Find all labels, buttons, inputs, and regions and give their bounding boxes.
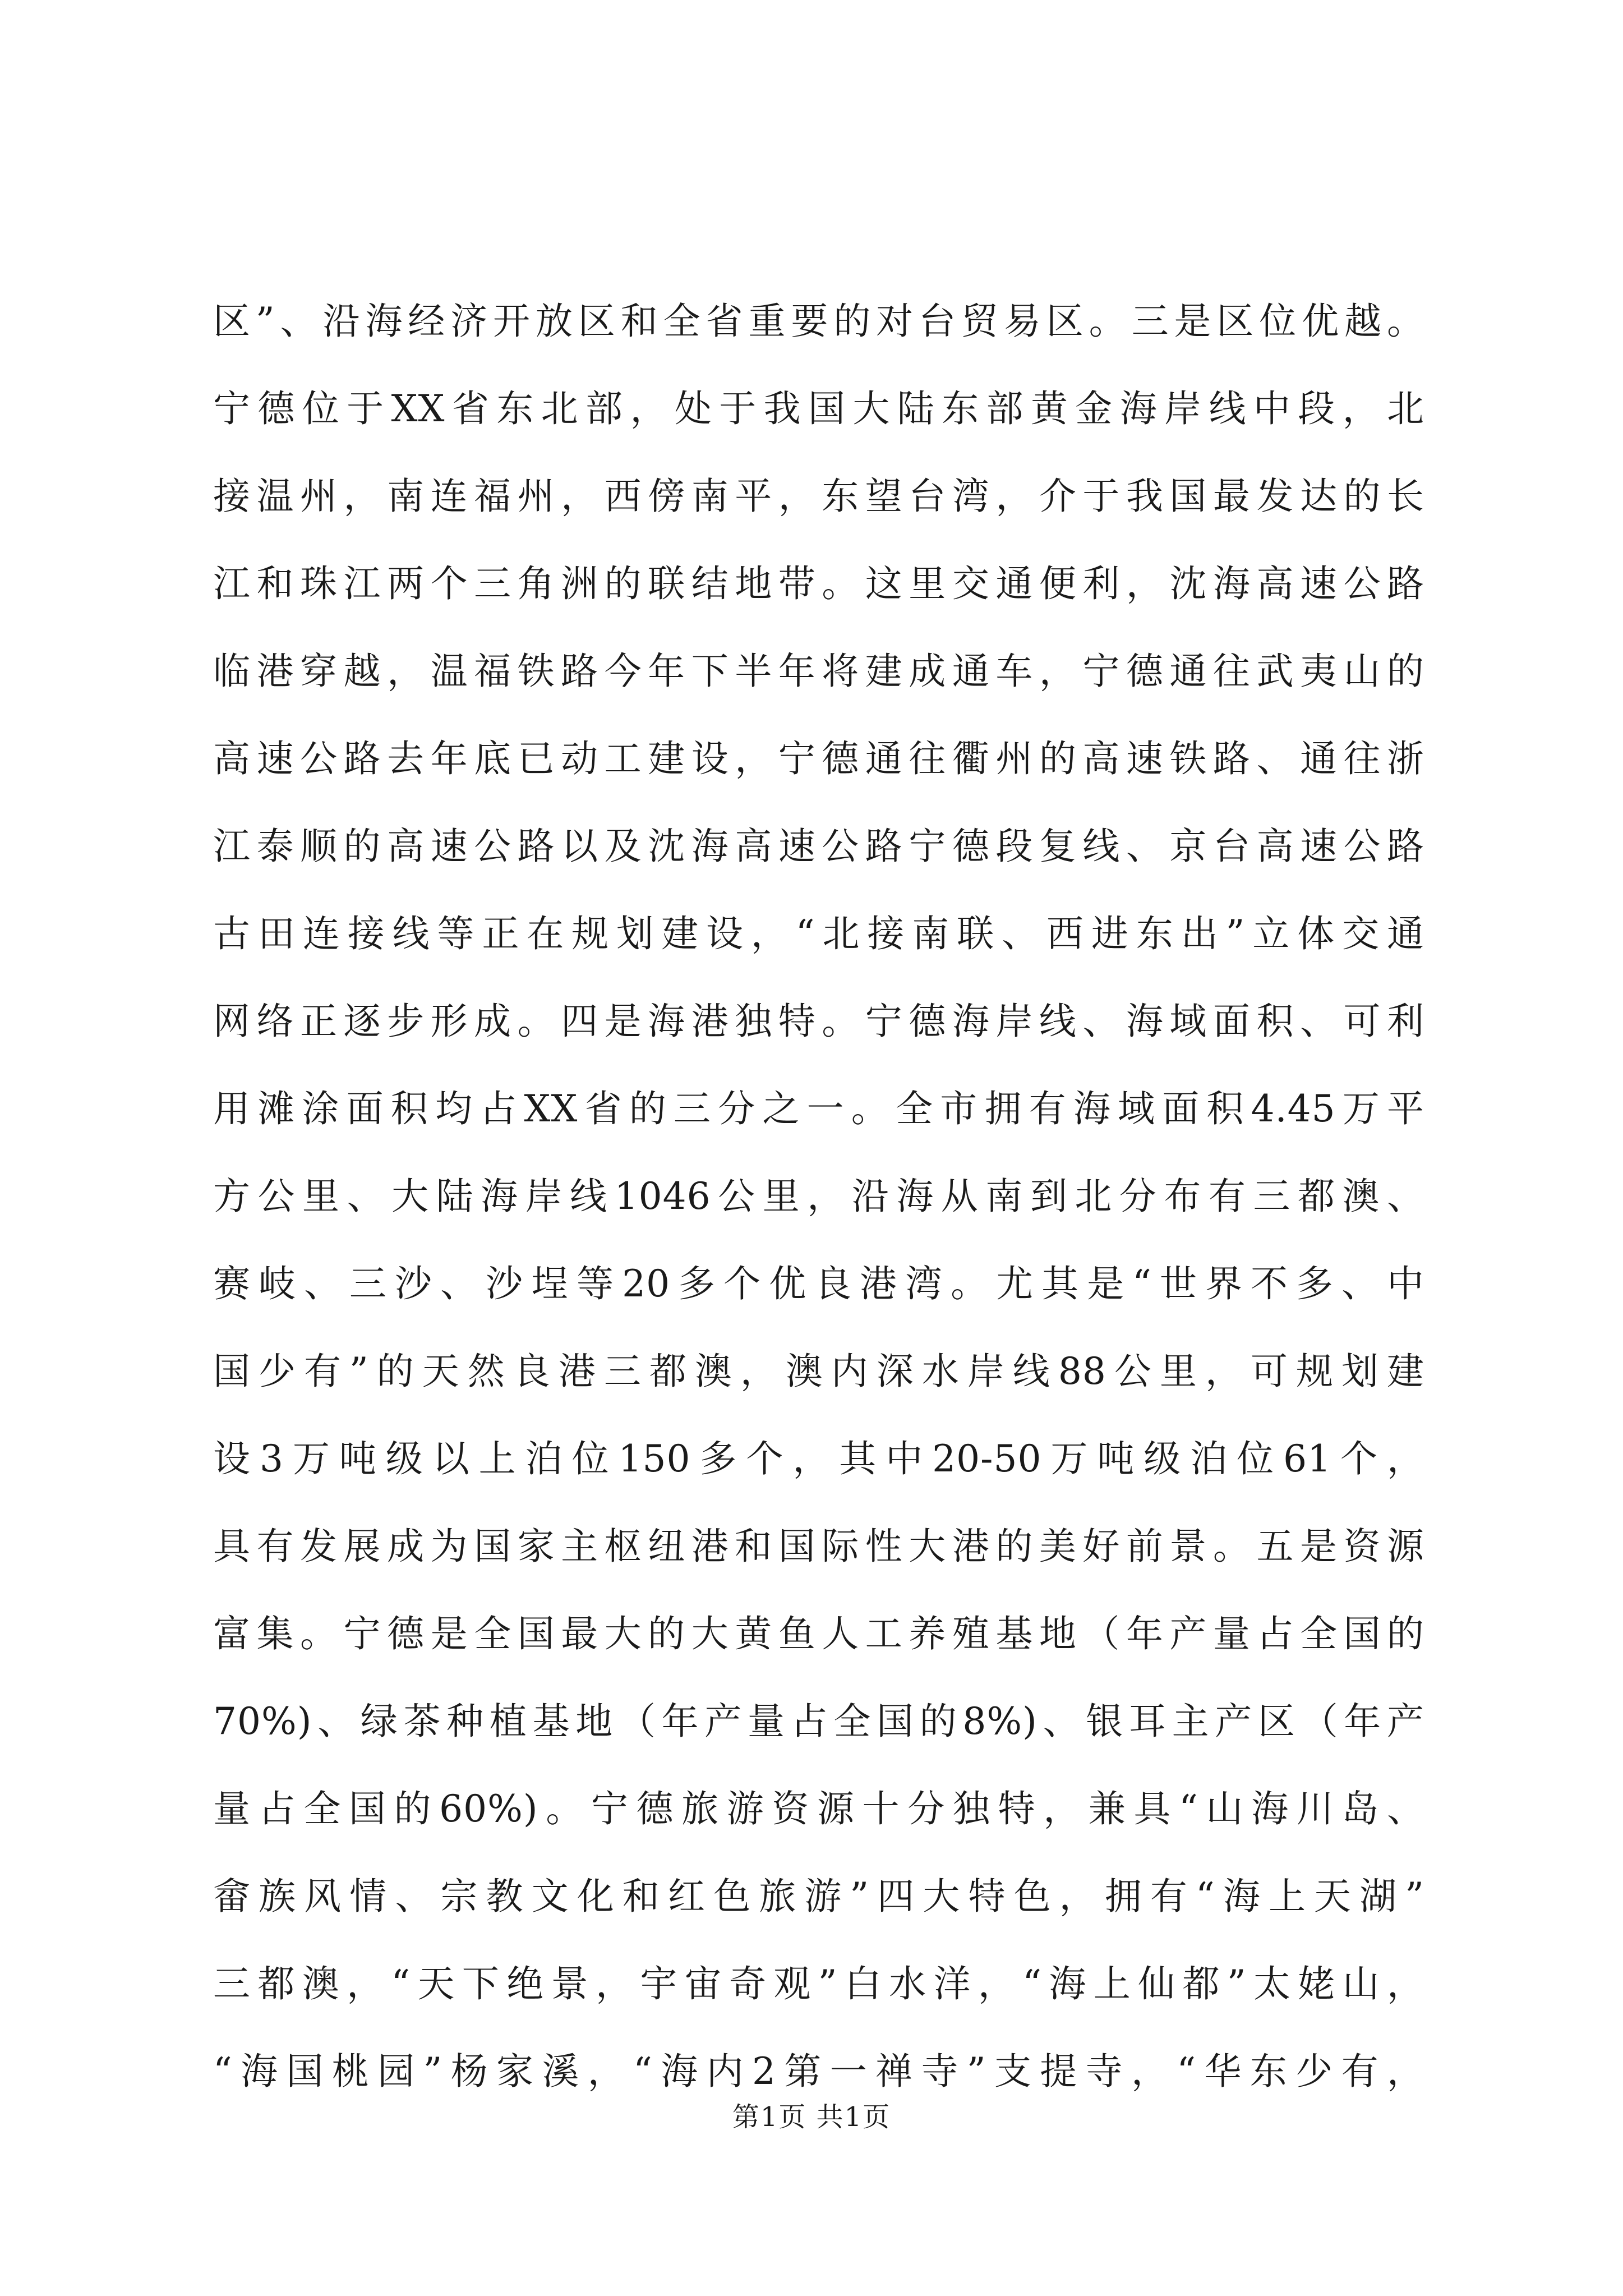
body-text (213, 278, 1424, 2115)
text-line: “海国桃园”杨家溪，“海内2第一禅寺”支提寺，“华东少有， (213, 2050, 1424, 2093)
page-footer (0, 2095, 1623, 2134)
text-line: 量占全国的60%)。宁德旅游资源十分独特，兼具“山海川岛、 (213, 1787, 1424, 1830)
text-line: 江和珠江两个三角洲的联结地带。这里交通便利，沈海高速公路 (213, 562, 1424, 605)
text-line: 高速公路去年底已动工建设，宁德通往衢州的高速铁路、通往浙 (213, 737, 1424, 780)
text-line: 70%)、绿茶种植基地（年产量占全国的8%)、银耳主产区（年产 (213, 1700, 1424, 1743)
text-line: 古田连接线等正在规划建设，“北接南联、西进东出”立体交通 (213, 912, 1424, 955)
text-line: 赛岐、三沙、沙埕等20多个优良港湾。尤其是“世界不多、中 (213, 1262, 1424, 1305)
text-line: 畲族风情、宗教文化和红色旅游”四大特色，拥有“海上天湖” (213, 1875, 1424, 1918)
text-line: 区”、沿海经济开放区和全省重要的对台贸易区。三是区位优越。 (213, 300, 1424, 343)
text-line: 设3万吨级以上泊位150多个，其中20-50万吨级泊位61个， (213, 1437, 1424, 1480)
text-line: 用滩涂面积均占XX省的三分之一。全市拥有海域面积4.45万平 (213, 1087, 1424, 1130)
text-line: 宁德位于XX省东北部，处于我国大陆东部黄金海岸线中段，北 (213, 387, 1424, 430)
page-number-label: 第1页 共1页 (732, 2101, 891, 2133)
text-line: 网络正逐步形成。四是海港独特。宁德海岸线、海域面积、可利 (213, 1000, 1424, 1043)
text-line: 富集。宁德是全国最大的大黄鱼人工养殖基地（年产量占全国的 (213, 1612, 1424, 1655)
text-line: 临港穿越，温福铁路今年下半年将建成通车，宁德通往武夷山的 (213, 650, 1424, 693)
text-line: 具有发展成为国家主枢纽港和国际性大港的美好前景。五是资源 (213, 1525, 1424, 1568)
text-line: 国少有”的天然良港三都澳，澳内深水岸线88公里，可规划建 (213, 1350, 1424, 1393)
text-line: 江泰顺的高速公路以及沈海高速公路宁德段复线、京台高速公路 (213, 825, 1424, 868)
text-line: 方公里、大陆海岸线1046公里，沿海从南到北分布有三都澳、 (213, 1175, 1424, 1218)
text-line: 接温州，南连福州，西傍南平，东望台湾，介于我国最发达的长 (213, 475, 1424, 518)
text-line: 三都澳，“天下绝景，宇宙奇观”白水洋，“海上仙都”太姥山， (213, 1962, 1424, 2005)
